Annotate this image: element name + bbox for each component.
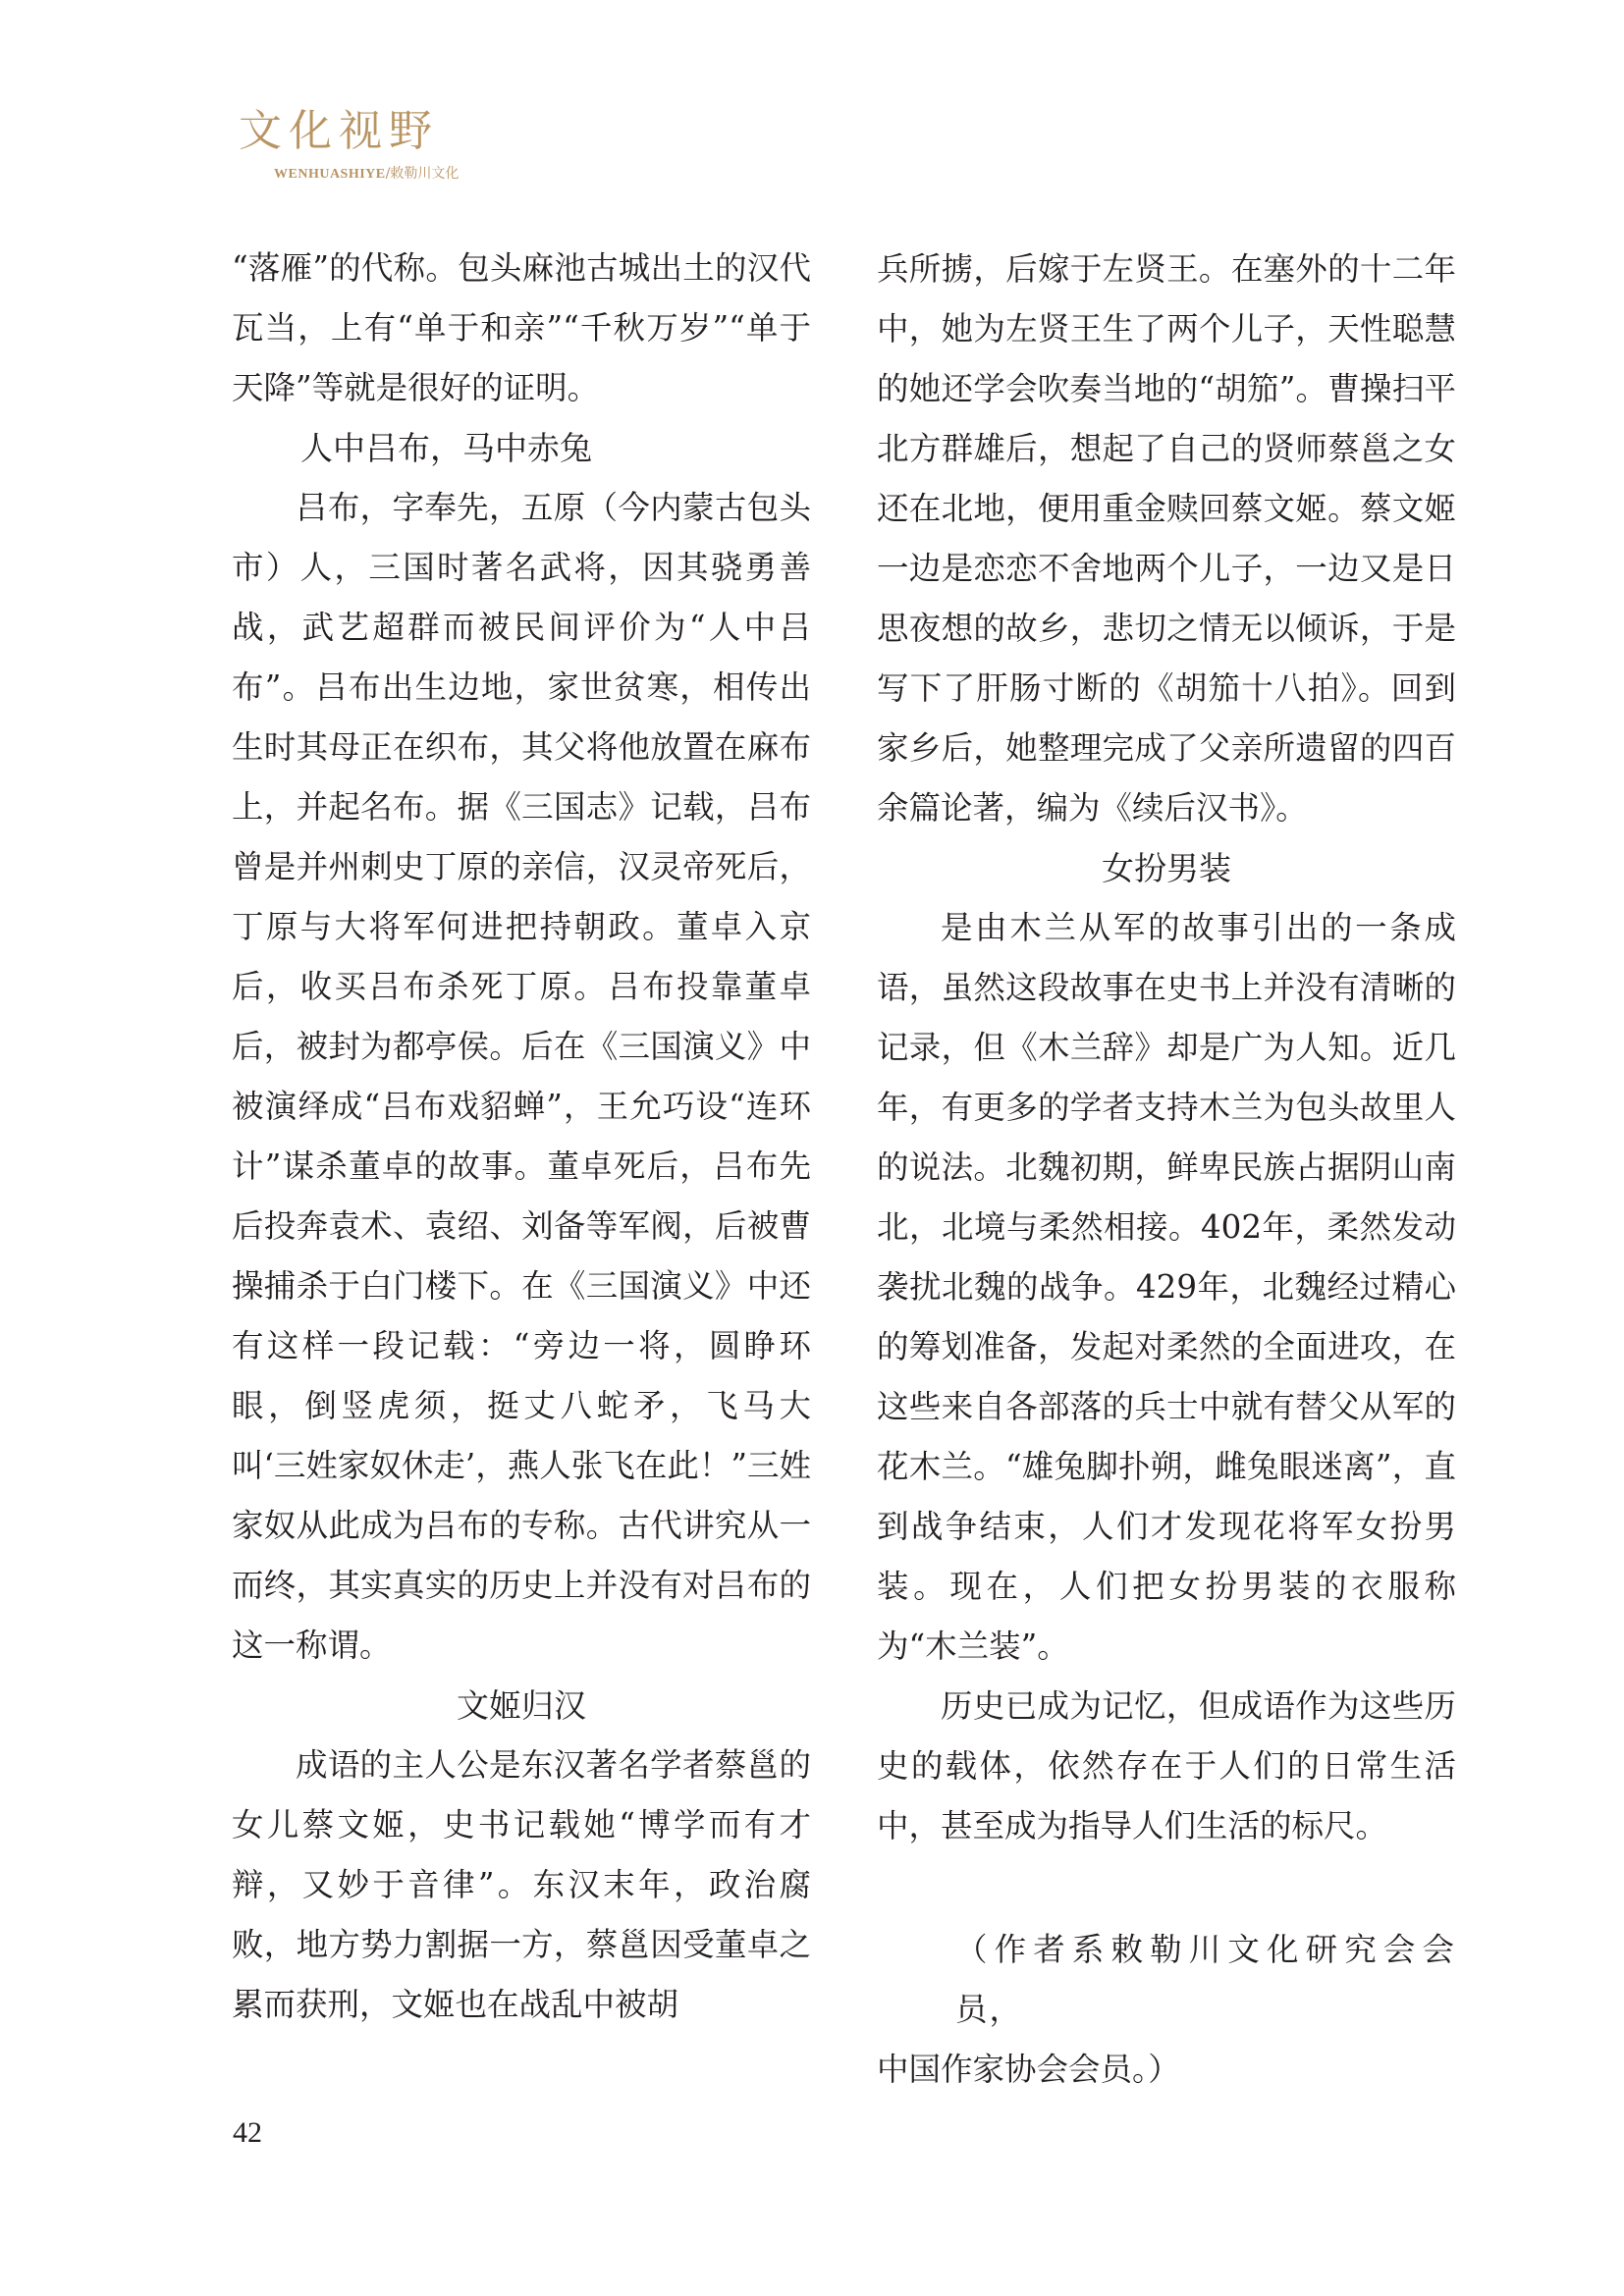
author-note-continued: 中国作家协会会员。） bbox=[877, 2051, 1180, 2088]
paragraph: 兵所掳，后嫁于左贤王。在塞外的十二年中，她为左贤王生了两个儿子，天性聪慧的她还学会吹奏当地的“胡笳”。曹操扫平北方群雄后，想起了自己的贤师蔡邕之女还在北地，便用重金赎回蔡文姬。蔡文姬一边是恋恋不舍地两个儿子，一边又是日思夜想的故乡，悲切之情无以倾诉，于是写下了肝肠寸断的《胡笳十八拍》。回到家乡后，她整理完成了父亲所遗留的四百余篇论著，编为《续后汉书》。 bbox=[877, 250, 1456, 827]
section-heading: 文姬归汉 bbox=[457, 1686, 586, 1725]
section-subtitle-cn: 敕勒川文化 bbox=[390, 166, 460, 182]
author-note: （作者系敕勒川文化研究会会员， bbox=[955, 1931, 1456, 2028]
paragraph: 历史已成为记忆，但成语作为这些历史的载体，依然存在于人们的日常生活中，甚至成为指导人们生活的标尺。 bbox=[877, 1687, 1456, 1844]
spacer bbox=[877, 1856, 1456, 1920]
section-heading: 女扮男装 bbox=[1102, 849, 1231, 887]
section-subtitle-en: WENHUASHIYE bbox=[274, 167, 386, 182]
paragraph: 成语的主人公是东汉著名学者蔡邕的女儿蔡文姬，史书记载她“博学而有才辩，又妙于音律”。东汉末年，政治腐败，地方势力割据一方，蔡邕因受董卓之累而获刑，文姬也在战乱中被胡 bbox=[232, 1746, 811, 2023]
section-title: 文化视野 bbox=[239, 106, 439, 156]
right-column bbox=[877, 240, 1456, 2100]
paragraph: 是由木兰从军的故事引出的一条成语，虽然这段故事在史书上并没有清晰的记录，但《木兰辞》却是广为人知。近几年，有更多的学者支持木兰为包头故里人的说法。北魏初期，鲜卑民族占据阴山南北，北境与柔然相接。402年，柔然发动袭扰北魏的战争。429年，北魏经过精心的筹划准备，发起对柔然的全面进攻，在这些来自各部落的兵士中就有替父从军的花木兰。“雄兔脚扑朔，雌兔眼迷离”，直到战争结束，人们才发现花将军女扮男装。现在，人们把女扮男装的衣服称为“木兰装”。 bbox=[877, 909, 1456, 1665]
left-column bbox=[232, 239, 811, 2035]
section-heading: 人中吕布，马中赤兔 bbox=[300, 429, 592, 467]
paragraph: 吕布，字奉先，五原（今内蒙古包头市）人，三国时著名武将，因其骁勇善战，武艺超群而被民间评价为“人中吕布”。吕布出生边地，家世贫寒，相传出生时其母正在织布，其父将他放置在麻布上，并起名布。据《三国志》记载，吕布曾是并州刺史丁原的亲信，汉灵帝死后，丁原与大将军何进把持朝政。董卓入京后，收买吕布杀死丁原。吕布投靠董卓后，被封为都亭侯。后在《三国演义》中被演绎成“吕布戏貂蝉”，王允巧设“连环计”谋杀董卓的故事。董卓死后，吕布先后投奔袁术、袁绍、刘备等军阀，后被曹操捕杀于白门楼下。在《三国演义》中还有这样一段记载：“旁边一将，圆睁环眼，倒竖虎须，挺丈八蛇矛，飞马大叫‘三姓家奴休走’，燕人张飞在此！”三姓家奴从此成为吕布的专称。古代讲究从一而终，其实真实的历史上并没有对吕布的这一称谓。 bbox=[232, 489, 811, 1664]
section-subtitle bbox=[274, 167, 459, 182]
paragraph: “落雁”的代称。包头麻池古城出土的汉代瓦当，上有“单于和亲”“千秋万岁”“单于天降”等就是很好的证明。 bbox=[232, 249, 811, 406]
section-subtitle-separator: / bbox=[385, 166, 391, 182]
page-number: 42 bbox=[233, 2116, 262, 2149]
